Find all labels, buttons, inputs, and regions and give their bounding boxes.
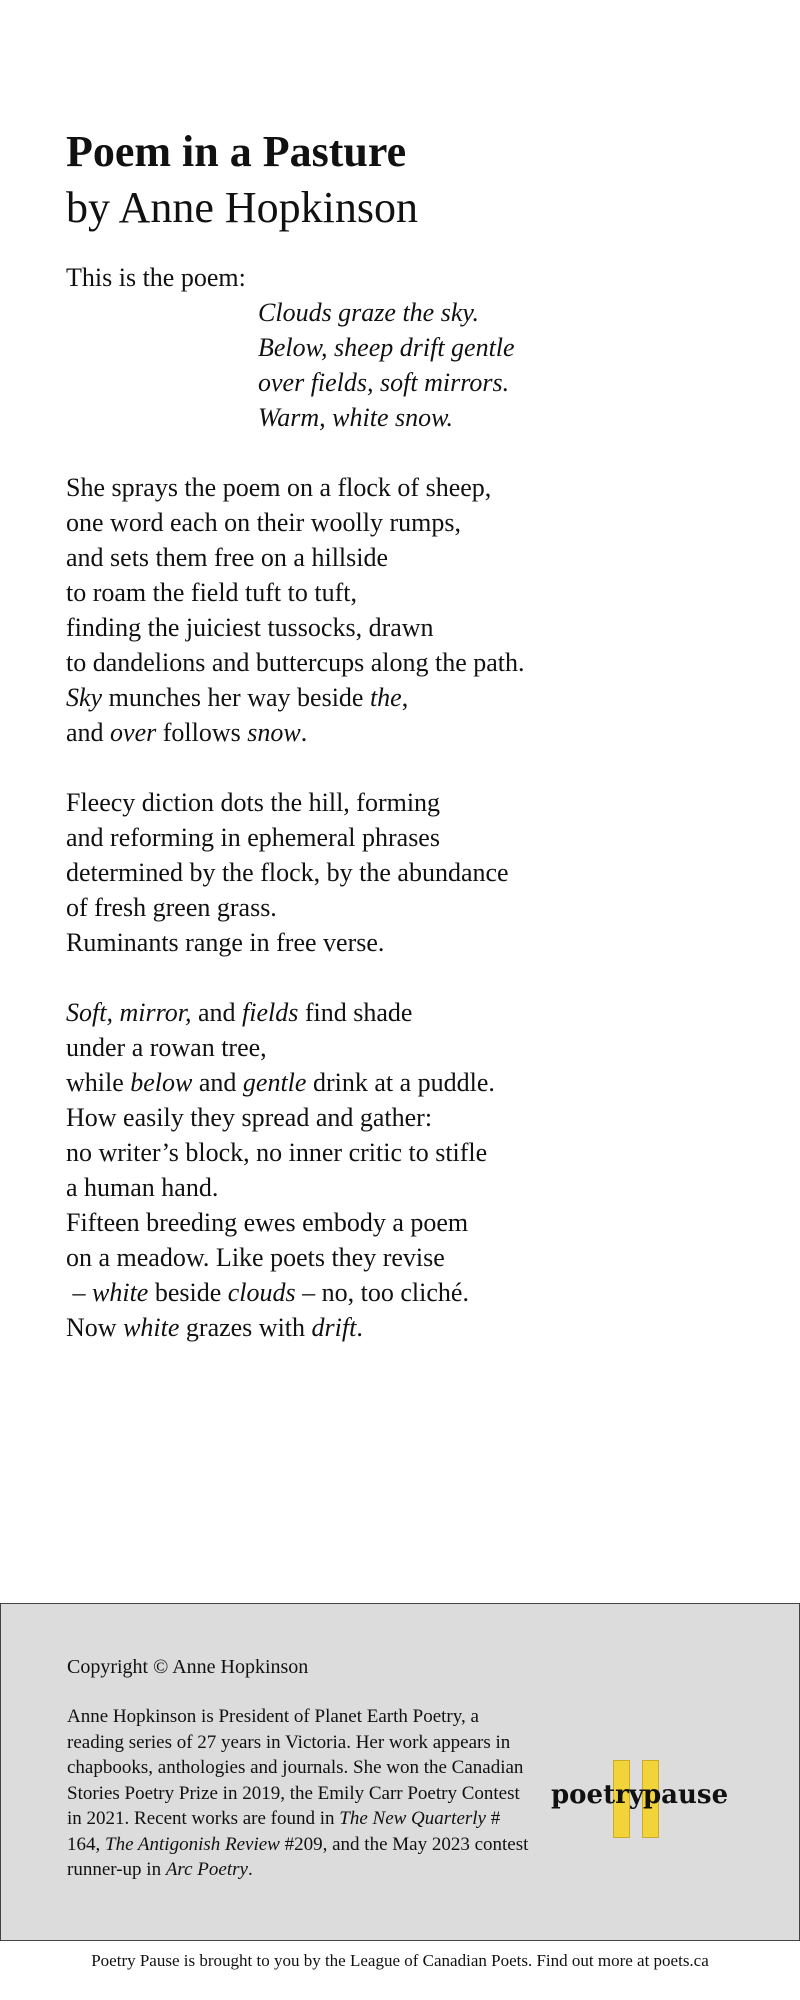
logo-word-pause: pause <box>643 1780 729 1810</box>
stanza1-line: finding the juiciest tussocks, drawn <box>66 613 434 642</box>
stanza1-line: to roam the field tuft to tuft, <box>66 578 357 607</box>
stanza1-line: and over follows snow. <box>66 718 308 747</box>
poetry-pause-logo <box>551 1760 741 1840</box>
stanza3-line: on a meadow. Like poets they revise <box>66 1243 445 1272</box>
stanza1-line: one word each on their woolly rumps, <box>66 508 461 537</box>
inner-poem-line: Clouds graze the sky. <box>258 298 479 327</box>
author-bio: Anne Hopkinson is President of Planet Earth Poetry, a reading series of 27 years in Victoria. Her work appears in chapbooks, anthologies and journals. She won the Canadian Stories Poetry Prize in 2019, the Emily Carr Poetry Contest in 2021. Recent works are found in The New Quarterly # 164, The Antigonish Review #209, and the May 2023 contest runner-up in Arc Poetry. <box>67 1706 529 1880</box>
stanza1-line: and sets them free on a hillside <box>66 543 389 572</box>
stanza2-line: Fleecy diction dots the hill, forming <box>66 788 441 817</box>
stanza2-line: Ruminants range in free verse. <box>66 928 385 957</box>
copyright-notice: Copyright © Anne Hopkinson <box>67 1656 309 1678</box>
league-credit: Poetry Pause is brought to you by the League of Canadian Poets. Find out more at poets.ca <box>91 1951 709 1970</box>
stanza3-line: How easily they spread and gather: <box>66 1103 433 1132</box>
stanza1-line: to dandelions and buttercups along the path. <box>66 648 525 677</box>
inner-poem-line: over fields, soft mirrors. <box>258 368 510 397</box>
stanza3-line: under a rowan tree, <box>66 1033 267 1062</box>
stanza3-line: – white beside clouds – no, too cliché. <box>66 1278 469 1307</box>
stanza3-line: no writer’s block, no inner critic to stifle <box>66 1138 488 1167</box>
poem-title: Poem in a Pasture <box>66 127 407 176</box>
stanza3-line: Now white grazes with drift. <box>66 1313 363 1342</box>
stanza1-line: She sprays the poem on a flock of sheep, <box>66 473 492 502</box>
inner-poem-line: Below, sheep drift gentle <box>258 333 515 362</box>
author-info-box <box>0 1603 800 1941</box>
poem-body <box>66 260 766 1345</box>
logo-word-poetry: poetry <box>551 1780 644 1810</box>
poem-byline: by Anne Hopkinson <box>66 183 418 232</box>
stanza3-line: Fifteen breeding ewes embody a poem <box>66 1208 469 1237</box>
stanza3-line: a human hand. <box>66 1173 219 1202</box>
stanza3-line: Soft, mirror, and fields find shade <box>66 998 413 1027</box>
stanza3-line: while below and gentle drink at a puddle. <box>66 1068 495 1097</box>
stanza2-line: determined by the flock, by the abundance <box>66 858 509 887</box>
inner-poem-line: Warm, white snow. <box>258 403 454 432</box>
stanza2-line: and reforming in ephemeral phrases <box>66 823 440 852</box>
stanza2-line: of fresh green grass. <box>66 893 277 922</box>
poem-intro: This is the poem: <box>66 263 246 292</box>
stanza1-line: Sky munches her way beside the, <box>66 683 409 712</box>
